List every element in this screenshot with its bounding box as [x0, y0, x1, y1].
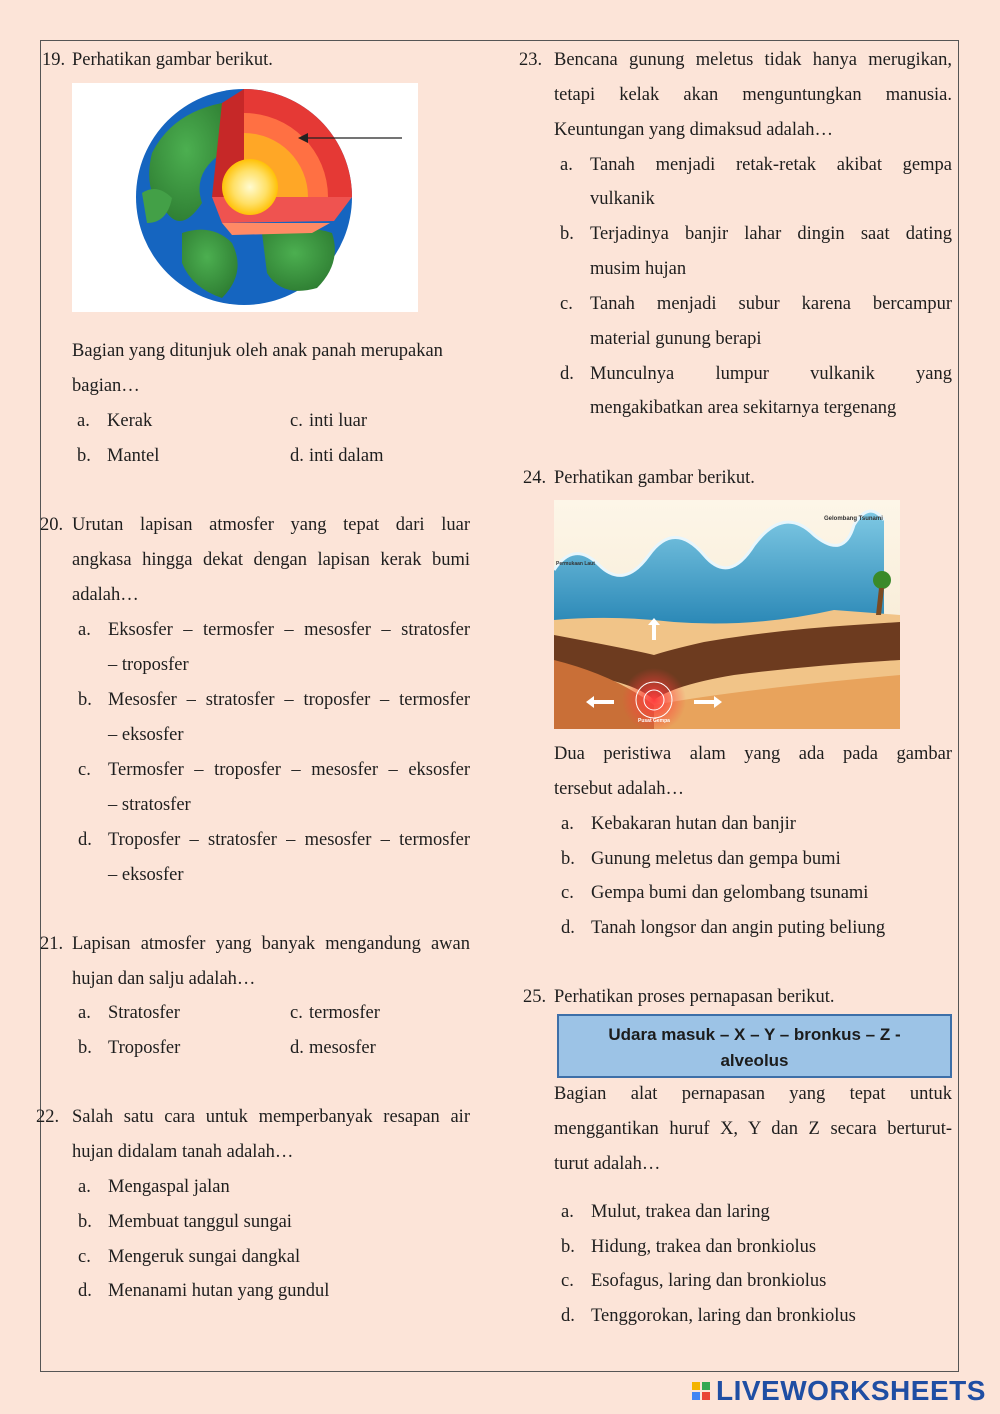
sea-surface-label: Permukaan Laut	[556, 561, 595, 567]
q23-option-a-letter: a.	[560, 155, 573, 175]
tsunami-earthquake-image	[554, 500, 900, 729]
q20-option-b-cont[interactable]: – eksosfer	[108, 725, 184, 745]
q21-option-c[interactable]: termosfer	[309, 1003, 380, 1023]
q23-line2: tetapi kelak akan menguntungkan manusia.	[554, 85, 952, 105]
q19-option-d-letter: d.	[290, 446, 304, 466]
q22-option-b-letter: b.	[78, 1212, 92, 1232]
q19-option-a-letter: a.	[77, 411, 90, 431]
q21-option-c-letter: c.	[290, 1003, 303, 1023]
q20-line1: Urutan lapisan atmosfer yang tepat dari luar	[72, 515, 470, 535]
q20-option-b[interactable]: Mesosfer – stratosfer – troposfer – termosfer	[108, 690, 470, 710]
q20-option-c-cont[interactable]: – stratosfer	[108, 795, 191, 815]
q25-stem-line3: turut adalah…	[554, 1154, 661, 1174]
q25-option-a-letter: a.	[561, 1202, 574, 1222]
q22-line2: hujan didalam tanah adalah…	[72, 1142, 294, 1162]
liveworksheets-mark-icon	[692, 1382, 710, 1400]
q21-option-d[interactable]: mesosfer	[309, 1038, 376, 1058]
q20-option-d-letter: d.	[78, 830, 92, 850]
q23-option-c-letter: c.	[560, 294, 573, 314]
q23-option-a[interactable]: Tanah menjadi retak-retak akibat gempa	[590, 155, 952, 175]
tsunami-label: Gelombang Tsunami	[824, 516, 883, 522]
q25-option-c[interactable]: Esofagus, laring dan bronkiolus	[591, 1271, 827, 1291]
q24-number: 24.	[523, 468, 547, 488]
q19-stem-line1: Bagian yang ditunjuk oleh anak panah merupakan	[72, 341, 443, 361]
q21-line2: hujan dan salju adalah…	[72, 969, 256, 989]
q20-option-a[interactable]: Eksosfer – termosfer – mesosfer – stratosfer	[108, 620, 470, 640]
q19-option-d[interactable]: inti dalam	[309, 446, 384, 466]
q20-option-c-letter: c.	[78, 760, 91, 780]
q24-option-b-letter: b.	[561, 849, 575, 869]
q20-option-d[interactable]: Troposfer – stratosfer – mesosfer – termosfer	[108, 830, 470, 850]
q19-option-b-letter: b.	[77, 446, 91, 466]
q25-number: 25.	[523, 987, 547, 1007]
q20-option-c[interactable]: Termosfer – troposfer – mesosfer – eksosfer	[108, 760, 470, 780]
q20-line2: angkasa hingga dekat dengan lapisan kerak bumi	[72, 550, 470, 570]
q23-option-b-cont[interactable]: musim hujan	[590, 259, 687, 279]
q24-option-c[interactable]: Gempa bumi dan gelombang tsunami	[591, 883, 869, 903]
q25-option-b-letter: b.	[561, 1237, 575, 1257]
q22-option-c-letter: c.	[78, 1247, 91, 1267]
q20-option-d-cont[interactable]: – eksosfer	[108, 865, 184, 885]
q19-prompt: Perhatikan gambar berikut.	[72, 50, 273, 70]
q25-option-a[interactable]: Mulut, trakea dan laring	[591, 1202, 770, 1222]
q19-option-c-letter: c.	[290, 411, 303, 431]
q23-option-c[interactable]: Tanah menjadi subur karena bercampur	[590, 294, 952, 314]
q24-option-c-letter: c.	[561, 883, 574, 903]
q25-option-d-letter: d.	[561, 1306, 575, 1326]
q23-option-d-letter: d.	[560, 364, 574, 384]
q22-option-d-letter: d.	[78, 1281, 92, 1301]
q25-option-d[interactable]: Tenggorokan, laring dan bronkiolus	[591, 1306, 856, 1326]
q24-option-a[interactable]: Kebakaran hutan dan banjir	[591, 814, 796, 834]
q23-option-a-cont[interactable]: vulkanik	[590, 189, 655, 209]
q22-option-b[interactable]: Membuat tanggul sungai	[108, 1212, 292, 1232]
q19-option-c[interactable]: inti luar	[309, 411, 368, 431]
q23-option-d-cont[interactable]: mengakibatkan area sekitarnya tergenang	[590, 398, 897, 418]
tsunami-drawing	[554, 500, 900, 729]
q24-option-d-letter: d.	[561, 918, 575, 938]
liveworksheets-logo[interactable]	[692, 1374, 986, 1408]
q20-number: 20.	[40, 515, 64, 535]
q21-option-d-letter: d.	[290, 1038, 304, 1058]
q21-option-b[interactable]: Troposfer	[108, 1038, 181, 1058]
q19-option-a[interactable]: Kerak	[107, 411, 153, 431]
q21-option-a-letter: a.	[78, 1003, 91, 1023]
q22-option-d[interactable]: Menanami hutan yang gundul	[108, 1281, 330, 1301]
q24-option-a-letter: a.	[561, 814, 574, 834]
q25-stem-line2: menggantikan huruf X, Y dan Z secara berturut-	[554, 1119, 952, 1139]
q23-line3: Keuntungan yang dimaksud adalah…	[554, 120, 833, 140]
q22-number: 22.	[36, 1107, 60, 1127]
breathing-process-line1: Udara masuk – X – Y – bronkus – Z -	[608, 1025, 901, 1044]
q24-option-d[interactable]: Tanah longsor dan angin puting beliung	[591, 918, 886, 938]
q22-option-a[interactable]: Mengaspal jalan	[108, 1177, 230, 1197]
q20-line3: adalah…	[72, 585, 139, 605]
breathing-process-box	[557, 1014, 952, 1078]
epicenter-label: Pusat Gempa	[638, 718, 670, 724]
q23-option-b[interactable]: Terjadinya banjir lahar dingin saat dating	[590, 224, 952, 244]
earth-layers-drawing	[72, 83, 418, 312]
q22-option-a-letter: a.	[78, 1177, 91, 1197]
q25-option-b[interactable]: Hidung, trakea dan bronkiolus	[591, 1237, 817, 1257]
breathing-process-line2: alveolus	[720, 1051, 789, 1070]
q25-stem-line1: Bagian alat pernapasan yang tepat untuk	[554, 1084, 952, 1104]
q24-prompt: Perhatikan gambar berikut.	[554, 468, 755, 488]
earth-layers-image	[72, 83, 418, 312]
q24-stem-line2: tersebut adalah…	[554, 779, 684, 799]
q24-option-b[interactable]: Gunung meletus dan gempa bumi	[591, 849, 841, 869]
q25-prompt: Perhatikan proses pernapasan berikut.	[554, 987, 835, 1007]
q20-option-b-letter: b.	[78, 690, 92, 710]
q21-line1: Lapisan atmosfer yang banyak mengandung awan	[72, 934, 470, 954]
q23-number: 23.	[519, 50, 543, 70]
q23-line1: Bencana gunung meletus tidak hanya merugikan,	[554, 50, 952, 70]
q24-stem-line1: Dua peristiwa alam yang ada pada gambar	[554, 744, 952, 764]
q21-number: 21.	[40, 934, 64, 954]
q22-option-c[interactable]: Mengeruk sungai dangkal	[108, 1247, 301, 1267]
liveworksheets-logo-text: LIVEWORKSHEETS	[716, 1375, 986, 1406]
q19-option-b[interactable]: Mantel	[107, 446, 160, 466]
q25-option-c-letter: c.	[561, 1271, 574, 1291]
q23-option-b-letter: b.	[560, 224, 574, 244]
q19-stem-line2: bagian…	[72, 376, 140, 396]
q21-option-a[interactable]: Stratosfer	[108, 1003, 180, 1023]
q19-number: 19.	[42, 50, 66, 70]
q23-option-d[interactable]: Munculnya lumpur vulkanik yang	[590, 364, 952, 384]
q21-option-b-letter: b.	[78, 1038, 92, 1058]
q20-option-a-cont[interactable]: – troposfer	[108, 655, 189, 675]
q22-line1: Salah satu cara untuk memperbanyak resapan air	[72, 1107, 470, 1127]
q20-option-a-letter: a.	[78, 620, 91, 640]
q23-option-c-cont[interactable]: material gunung berapi	[590, 329, 762, 349]
